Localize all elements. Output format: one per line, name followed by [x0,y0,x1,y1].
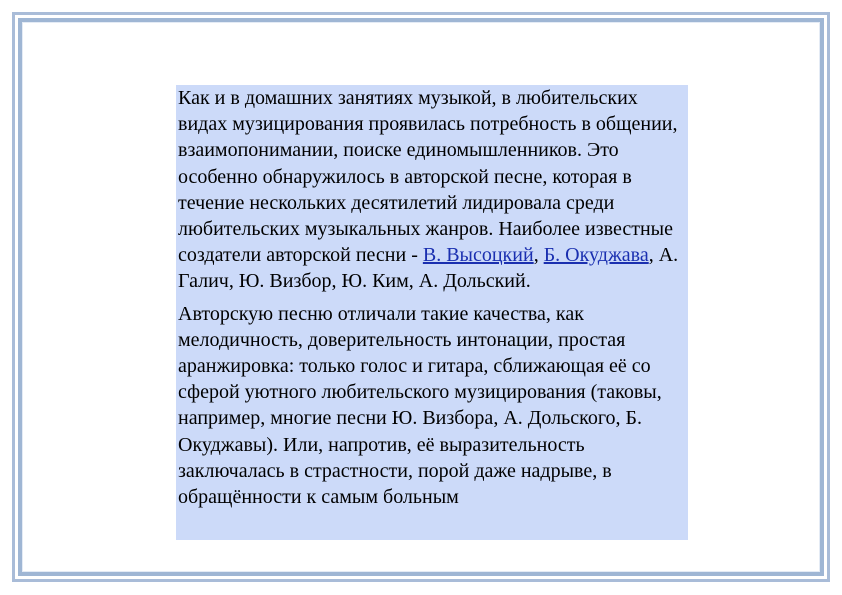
paragraph-1-text-end: , А. Галич, Ю. Визбор, Ю. Ким, А. Дольский. [178,244,679,293]
paragraph-authors-song [176,85,688,295]
link-vysotsky[interactable]: В. Высоцкий [422,244,534,267]
highlighted-text-block [176,85,688,540]
link-okudzhava[interactable]: Б. Окуджава [543,244,649,267]
paragraph-song-qualities: Авторскую песню отличали такие качества, как мелодичность, доверительность интонации, простая аранжировка: только голос и гитара, сближающая её со сферой уютного любительского музицирования (таковы, например, многие песни Ю. Визбора, А. Дольского, Б. Окуджавы). Или, напротив, её выразительность заключалась в страстности, порой даже надрыве, в обращённости к самым больным [178,302,662,509]
link-separator: , [533,244,544,267]
paragraph-1-text: Как и в домашних занятиях музыкой, в любительских видах музицирования проявилась потребность в общении, взаимопонимании, поиске единомышленников. Это особенно обнаружилось в авторской песне, которая в течение нескольких десятилетий лидировала среди любительских музыкальных жанров. Наиболее известные создатели авторской песни - [178,87,678,267]
